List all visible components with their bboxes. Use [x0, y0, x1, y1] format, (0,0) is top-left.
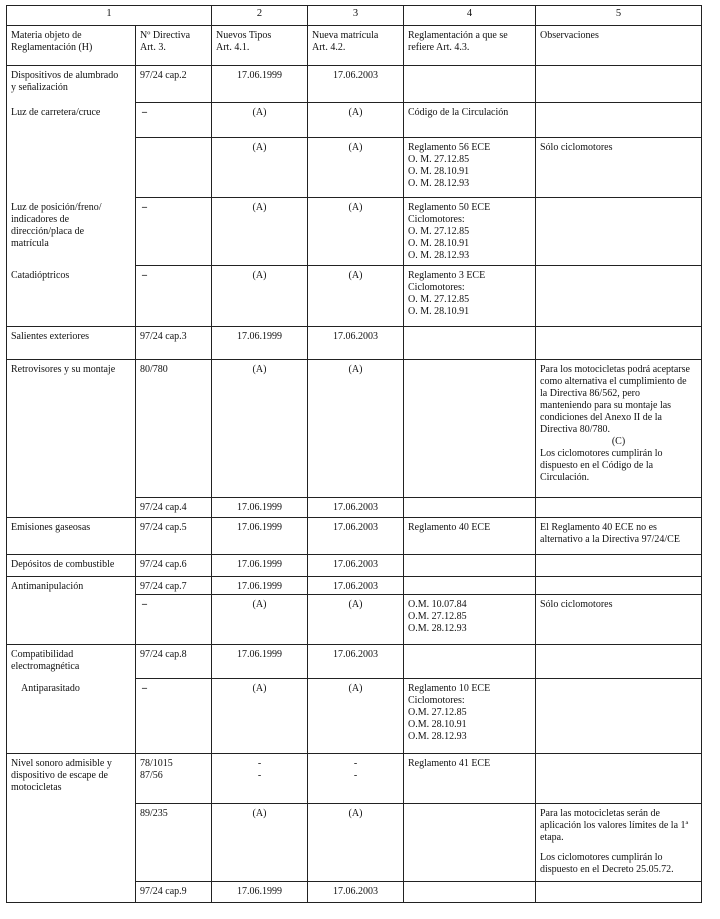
reglamentacion-cell — [404, 882, 536, 903]
nueva-matricula-cell: (A) — [308, 679, 404, 754]
regulation-table — [6, 5, 702, 903]
observaciones-cell — [536, 679, 702, 754]
observaciones-cell — [536, 327, 702, 360]
directiva-cell: – — [136, 198, 212, 266]
nueva-matricula-cell: 17.06.2003 — [308, 882, 404, 903]
materia-cell — [7, 595, 136, 645]
materia-cell: Dispositivos de alumbrado y señalización — [7, 66, 136, 103]
nuevos-tipos-cell: - - — [212, 754, 308, 804]
nueva-matricula-cell: (A) — [308, 198, 404, 266]
note-reference: (C) — [611, 436, 626, 447]
reglamentacion-cell: Reglamento 56 ECE O. M. 27.12.85 O. M. 28.10.91 O. M. 28.12.93 — [404, 138, 536, 198]
reglamentacion-cell — [404, 360, 536, 498]
observaciones-cell — [536, 498, 702, 518]
reglamentacion-cell: Reglamento 3 ECE Ciclomotores: O. M. 27.12.85 O. M. 28.10.91 — [404, 266, 536, 327]
materia-cell: Luz de carretera/cruce — [7, 103, 136, 138]
directiva-cell: – — [136, 595, 212, 645]
table-row — [7, 103, 702, 138]
directiva-cell: – — [136, 679, 212, 754]
table-row — [7, 555, 702, 577]
table-row — [7, 327, 702, 360]
materia-cell — [7, 138, 136, 198]
nuevos-tipos-cell: (A) — [212, 595, 308, 645]
header-number: 3 — [308, 6, 404, 26]
directiva-cell — [136, 138, 212, 198]
materia-cell: Antimanipulación — [7, 577, 136, 595]
materia-cell: Salientes exteriores — [7, 327, 136, 360]
materia-cell — [7, 882, 136, 903]
nueva-matricula-cell: (A) — [308, 103, 404, 138]
reglamentacion-cell: Reglamento 40 ECE — [404, 518, 536, 555]
header-nueva-matricula: Nueva matrícula Art. 4.2. — [308, 26, 404, 66]
nueva-matricula-cell: 17.06.2003 — [308, 555, 404, 577]
table-row — [7, 198, 702, 266]
observaciones-cell — [536, 266, 702, 327]
reglamentacion-cell — [404, 645, 536, 679]
header-reglamentacion: Reglamentación a que se refiere Art. 4.3. — [404, 26, 536, 66]
observaciones-cell: Sólo ciclomotores — [536, 138, 702, 198]
table-row — [7, 518, 702, 555]
materia-cell: Luz de posición/freno/ indicadores de dirección/placa de matrícula — [7, 198, 136, 266]
table-row — [7, 66, 702, 103]
reglamentacion-cell — [404, 66, 536, 103]
observaciones-cell: Sólo ciclomotores — [536, 595, 702, 645]
materia-cell: Depósitos de combustible — [7, 555, 136, 577]
nueva-matricula-cell: 17.06.2003 — [308, 577, 404, 595]
reglamentacion-cell: Reglamento 41 ECE — [404, 754, 536, 804]
table-row — [7, 804, 702, 882]
observaciones-cell — [536, 882, 702, 903]
reglamentacion-cell: O.M. 10.07.84 O.M. 27.12.85 O.M. 28.12.93 — [404, 595, 536, 645]
directiva-cell: 97/24 cap.9 — [136, 882, 212, 903]
nueva-matricula-cell: (A) — [308, 360, 404, 498]
materia-cell — [7, 804, 136, 882]
reglamentacion-cell — [404, 577, 536, 595]
header-number: 2 — [212, 6, 308, 26]
table-row — [7, 266, 702, 327]
nuevos-tipos-cell: (A) — [212, 266, 308, 327]
materia-cell: Compatibilidad electromagnética — [7, 645, 136, 679]
document-page — [6, 5, 702, 903]
nueva-matricula-cell: (A) — [308, 138, 404, 198]
directiva-cell: 78/1015 87/56 — [136, 754, 212, 804]
directiva-cell: – — [136, 266, 212, 327]
table-row — [7, 679, 702, 754]
reglamentacion-cell — [404, 327, 536, 360]
reglamentacion-cell: Reglamento 50 ECE Ciclomotores: O. M. 27.12.85 O. M. 28.10.91 O. M. 28.12.93 — [404, 198, 536, 266]
directiva-cell: 97/24 cap.3 — [136, 327, 212, 360]
nuevos-tipos-cell: (A) — [212, 679, 308, 754]
nuevos-tipos-cell: 17.06.1999 — [212, 498, 308, 518]
nueva-matricula-cell: 17.06.2003 — [308, 327, 404, 360]
materia-cell: Retrovisores y su montaje — [7, 360, 136, 498]
header-number-row — [7, 6, 702, 26]
nuevos-tipos-cell: (A) — [212, 804, 308, 882]
table-row — [7, 645, 702, 679]
header-label-row — [7, 26, 702, 66]
observaciones-cell: Para las motocicletas serán de aplicación los valores límites de la 1ª etapa. Los ciclomotores cumplirán lo dispuesto en el Decreto 25.05.72. — [536, 804, 702, 882]
observaciones-cell: Para los motocicletas podrá aceptarse como alternativa el cumplimiento de la Directiva 86/562, pero manteniendo para su montaje las condiciones del Anexo II de la Directiva 80/780. (C) Los ciclomotores cumplirán lo dispuesto en el Código de la Circulación. — [536, 360, 702, 498]
table-row — [7, 138, 702, 198]
table-row — [7, 577, 702, 595]
observaciones-cell — [536, 577, 702, 595]
directiva-cell: 89/235 — [136, 804, 212, 882]
observaciones-cell — [536, 754, 702, 804]
table-row — [7, 754, 702, 804]
table-row — [7, 882, 702, 903]
header-materia: Materia objeto de Reglamentación (H) — [7, 26, 136, 66]
nueva-matricula-cell: (A) — [308, 266, 404, 327]
observaciones-cell — [536, 198, 702, 266]
nuevos-tipos-cell: 17.06.1999 — [212, 518, 308, 555]
nueva-matricula-cell: 17.06.2003 — [308, 498, 404, 518]
nueva-matricula-cell: (A) — [308, 595, 404, 645]
nuevos-tipos-cell: (A) — [212, 360, 308, 498]
nueva-matricula-cell: (A) — [308, 804, 404, 882]
nuevos-tipos-cell: (A) — [212, 138, 308, 198]
table-row — [7, 360, 702, 498]
directiva-cell: 97/24 cap.6 — [136, 555, 212, 577]
nuevos-tipos-cell: 17.06.1999 — [212, 555, 308, 577]
observaciones-cell — [536, 645, 702, 679]
nueva-matricula-cell: - - — [308, 754, 404, 804]
directiva-cell: 97/24 cap.4 — [136, 498, 212, 518]
directiva-cell: 97/24 cap.2 — [136, 66, 212, 103]
reglamentacion-cell: Reglamento 10 ECE Ciclomotores: O.M. 27.12.85 O.M. 28.10.91 O.M. 28.12.93 — [404, 679, 536, 754]
observaciones-cell — [536, 555, 702, 577]
nuevos-tipos-cell: 17.06.1999 — [212, 66, 308, 103]
reglamentacion-cell — [404, 498, 536, 518]
directiva-cell: 97/24 cap.5 — [136, 518, 212, 555]
nuevos-tipos-cell: 17.06.1999 — [212, 882, 308, 903]
table-row — [7, 595, 702, 645]
reglamentacion-cell: Código de la Circulación — [404, 103, 536, 138]
nueva-matricula-cell: 17.06.2003 — [308, 645, 404, 679]
materia-cell: Nivel sonoro admisible y dispositivo de escape de motocicletas — [7, 754, 136, 804]
observaciones-cell — [536, 103, 702, 138]
directiva-cell: – — [136, 103, 212, 138]
materia-cell: Emisiones gaseosas — [7, 518, 136, 555]
observaciones-cell: El Reglamento 40 ECE no es alternativo a la Directiva 97/24/CE — [536, 518, 702, 555]
materia-cell — [7, 498, 136, 518]
header-number: 5 — [536, 6, 702, 26]
reglamentacion-cell — [404, 804, 536, 882]
nuevos-tipos-cell: 17.06.1999 — [212, 645, 308, 679]
header-number: 1 — [7, 6, 212, 26]
nueva-matricula-cell: 17.06.2003 — [308, 66, 404, 103]
directiva-cell: 80/780 — [136, 360, 212, 498]
directiva-cell: 97/24 cap.8 — [136, 645, 212, 679]
materia-cell: Antiparasitado — [7, 679, 136, 754]
nuevos-tipos-cell: (A) — [212, 103, 308, 138]
table-row — [7, 498, 702, 518]
reglamentacion-cell — [404, 555, 536, 577]
nuevos-tipos-cell: 17.06.1999 — [212, 327, 308, 360]
nuevos-tipos-cell: 17.06.1999 — [212, 577, 308, 595]
observaciones-cell — [536, 66, 702, 103]
header-nuevos-tipos: Nuevos Tipos Art. 4.1. — [212, 26, 308, 66]
materia-cell: Catadióptricos — [7, 266, 136, 327]
header-observaciones: Observaciones — [536, 26, 702, 66]
header-number: 4 — [404, 6, 536, 26]
nueva-matricula-cell: 17.06.2003 — [308, 518, 404, 555]
directiva-cell: 97/24 cap.7 — [136, 577, 212, 595]
nuevos-tipos-cell: (A) — [212, 198, 308, 266]
header-directiva: Nº Directiva Art. 3. — [136, 26, 212, 66]
